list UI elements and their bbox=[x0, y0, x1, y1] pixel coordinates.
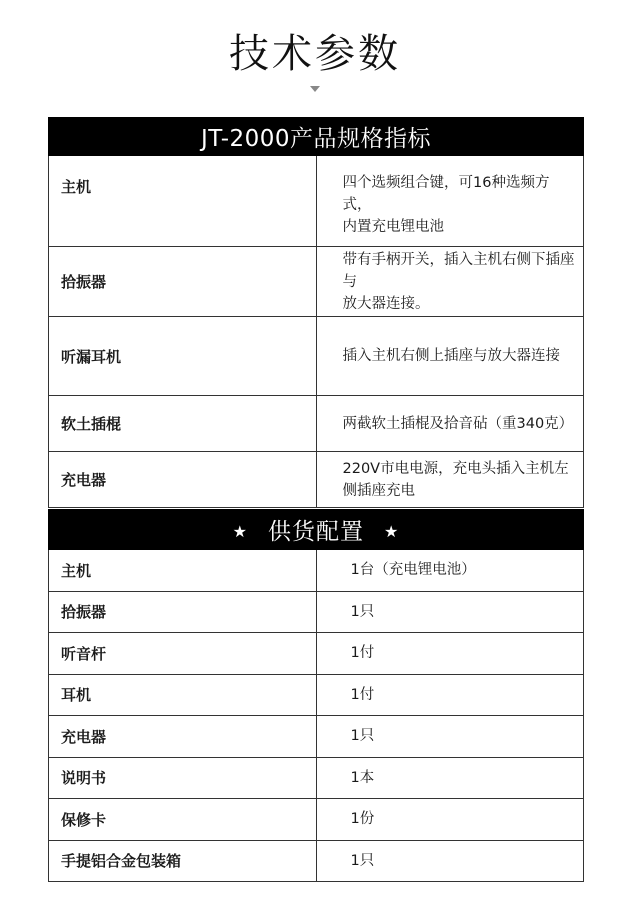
table-row bbox=[49, 633, 584, 675]
supply-label: 主机 bbox=[49, 550, 317, 592]
table-row bbox=[49, 452, 584, 508]
spec-table bbox=[48, 117, 584, 508]
table-row bbox=[49, 247, 584, 317]
spec-section-title: JT-2000产品规格指标 bbox=[49, 118, 584, 156]
supply-value: 1只 bbox=[316, 840, 584, 882]
spec-value: 两截软土插棍及拾音砧（重340克） bbox=[316, 396, 584, 452]
spec-value-line: 内置充电锂电池 bbox=[342, 219, 444, 235]
supply-value: 1付 bbox=[316, 633, 584, 675]
table-row bbox=[49, 799, 584, 841]
star-icon: ★ bbox=[232, 522, 248, 541]
supply-value: 1本 bbox=[316, 757, 584, 799]
spec-value-line: 带有手柄开关，插入主机右侧下插座与 bbox=[342, 251, 575, 290]
supply-label: 拾振器 bbox=[49, 591, 317, 633]
table-row bbox=[49, 317, 584, 396]
spec-value: 插入主机右侧上插座与放大器连接 bbox=[316, 317, 584, 396]
supply-label: 手提铝合金包装箱 bbox=[49, 840, 317, 882]
spec-value bbox=[316, 156, 584, 247]
spec-label: 充电器 bbox=[49, 452, 317, 508]
spec-label: 主机 bbox=[49, 156, 317, 247]
spec-value: 220V市电电源，充电头插入主机左侧插座充电 bbox=[316, 452, 584, 508]
supply-label: 耳机 bbox=[49, 674, 317, 716]
supply-label: 充电器 bbox=[49, 716, 317, 758]
table-row bbox=[49, 591, 584, 633]
spec-label: 软土插棍 bbox=[49, 396, 317, 452]
table-row bbox=[49, 674, 584, 716]
table-row bbox=[49, 550, 584, 592]
spec-label: 拾振器 bbox=[49, 247, 317, 317]
spec-label: 听漏耳机 bbox=[49, 317, 317, 396]
table-row bbox=[49, 757, 584, 799]
supply-value: 1台（充电锂电池） bbox=[316, 550, 584, 592]
spec-value-line: 放大器连接。 bbox=[342, 295, 430, 312]
table-row bbox=[49, 156, 584, 247]
supply-title-text: 供货配置 bbox=[268, 519, 364, 545]
spec-value-line: 四个选频组合键，可16种选频方式， bbox=[342, 175, 550, 213]
table-row bbox=[49, 716, 584, 758]
supply-label: 说明书 bbox=[49, 757, 317, 799]
page-title: 技术参数 bbox=[229, 31, 401, 77]
supply-value: 1付 bbox=[316, 674, 584, 716]
supply-label: 听音杆 bbox=[49, 633, 317, 675]
table-row bbox=[49, 840, 584, 882]
supply-value: 1份 bbox=[316, 799, 584, 841]
table-row bbox=[49, 396, 584, 452]
supply-label: 保修卡 bbox=[49, 799, 317, 841]
supply-table bbox=[48, 509, 584, 882]
star-icon: ★ bbox=[384, 522, 400, 541]
supply-section-title bbox=[49, 510, 584, 550]
supply-value: 1只 bbox=[316, 716, 584, 758]
supply-value: 1只 bbox=[316, 591, 584, 633]
spec-value bbox=[316, 247, 584, 317]
caret-down-icon bbox=[310, 86, 320, 92]
